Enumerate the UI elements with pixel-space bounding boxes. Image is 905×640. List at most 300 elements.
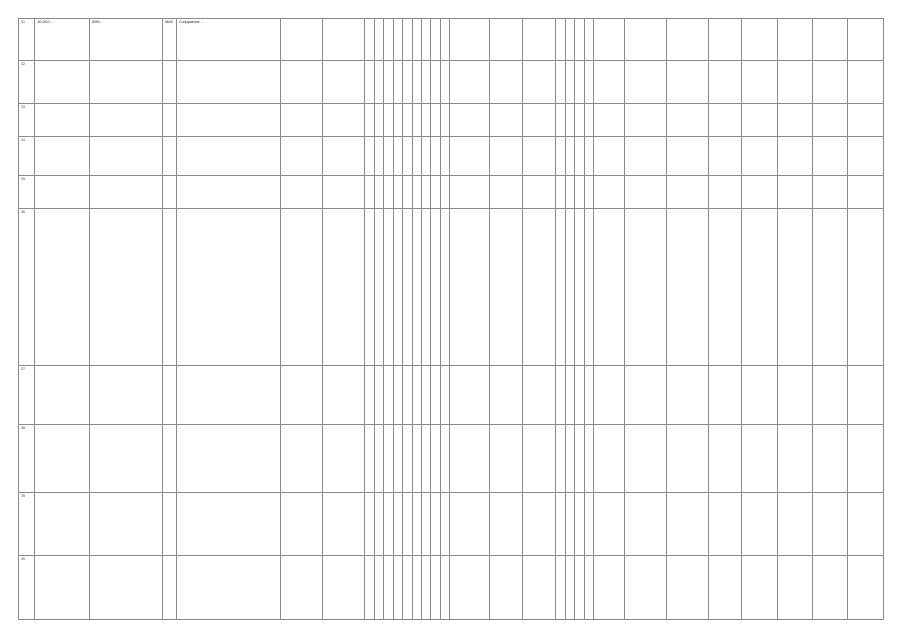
table-cell [421,425,430,493]
table-cell [374,365,383,424]
table-cell: 4643 [162,19,176,61]
table-cell [89,137,162,175]
table-cell [813,209,848,366]
table-cell [575,209,584,366]
table-cell [365,425,374,493]
row-number-cell: 33 [19,103,35,137]
table-cell [323,556,365,620]
table-cell [323,175,365,209]
table-cell [584,61,593,103]
table-cell [280,365,322,424]
table-cell [323,137,365,175]
table-cell [624,175,666,209]
table-cell [450,175,490,209]
table-row [19,19,884,61]
table-cell [162,556,176,620]
table-cell [848,425,884,493]
table-cell [393,425,402,493]
table-cell [709,61,742,103]
table-cell [280,425,322,493]
table-cell [584,425,593,493]
table-cell [523,103,556,137]
table-cell [523,425,556,493]
table-cell [742,61,777,103]
table-cell [374,175,383,209]
table-cell [593,137,624,175]
table-cell [556,175,565,209]
table-cell [35,175,89,209]
table-cell [440,19,449,61]
table-cell [490,61,523,103]
table-cell [412,492,421,555]
table-cell [667,137,709,175]
table-cell [624,61,666,103]
table-cell [490,492,523,555]
table-cell [777,137,812,175]
table-cell [667,425,709,493]
row-number-cell: 32 [19,61,35,103]
table-cell [384,103,393,137]
table-cell [556,365,565,424]
table-cell [709,19,742,61]
table-cell [431,556,440,620]
table-cell [490,425,523,493]
table-cell [384,556,393,620]
table-cell [593,492,624,555]
table-cell [624,137,666,175]
table-cell [393,19,402,61]
table-cell [667,61,709,103]
table-cell [777,365,812,424]
table-cell [565,61,574,103]
table-cell [393,556,402,620]
table-cell [584,365,593,424]
table-cell [584,556,593,620]
table-row [19,137,884,175]
table-cell [565,365,574,424]
table-cell [421,209,430,366]
table-cell [384,425,393,493]
table-cell [440,61,449,103]
table-row [19,61,884,103]
table-cell: 40:26:0... [35,19,89,61]
table-cell [365,19,374,61]
table-cell [624,425,666,493]
table-cell [374,556,383,620]
table-cell [450,425,490,493]
table-cell [431,19,440,61]
table-cell [523,209,556,366]
table-cell [450,61,490,103]
table-cell [667,175,709,209]
table-cell [365,492,374,555]
table-cell [384,492,393,555]
table-cell [412,425,421,493]
table-cell [176,425,280,493]
table-cell [431,61,440,103]
table-cell [393,492,402,555]
table-cell [323,425,365,493]
table-cell [384,175,393,209]
table-cell [848,61,884,103]
table-cell [384,61,393,103]
table-cell [403,103,412,137]
table-cell [624,209,666,366]
table-cell [584,137,593,175]
table-cell [162,209,176,366]
table-cell [176,365,280,424]
table-cell [440,425,449,493]
table-cell [565,556,574,620]
table-cell [709,365,742,424]
table-cell [280,556,322,620]
table-cell [813,425,848,493]
table-cell [393,365,402,424]
table-cell [412,103,421,137]
table-cell [584,19,593,61]
table-cell [742,492,777,555]
table-cell [593,103,624,137]
table-cell [565,19,574,61]
table-cell [777,175,812,209]
table-cell [490,103,523,137]
table-cell [556,492,565,555]
table-cell [421,556,430,620]
table-cell [176,137,280,175]
table-cell [813,175,848,209]
document-page [18,18,884,620]
table-cell [556,103,565,137]
table-cell [667,492,709,555]
table-cell [848,492,884,555]
table-cell [575,556,584,620]
table-cell [575,425,584,493]
table-cell [35,61,89,103]
table-cell [89,61,162,103]
table-cell [162,425,176,493]
table-cell [440,556,449,620]
table-cell [403,425,412,493]
table-cell [565,175,574,209]
table-cell [89,492,162,555]
table-cell [374,137,383,175]
table-cell [403,19,412,61]
table-cell [412,209,421,366]
table-cell [490,19,523,61]
table-cell [393,61,402,103]
table-cell [374,492,383,555]
table-cell [490,175,523,209]
table-cell [431,137,440,175]
table-cell [35,365,89,424]
table-cell [667,556,709,620]
table-cell [35,492,89,555]
table-cell [813,103,848,137]
table-cell [777,209,812,366]
table-cell [280,175,322,209]
table-cell [565,492,574,555]
table-cell [777,492,812,555]
table-cell [176,103,280,137]
row-number-cell: 35 [19,175,35,209]
table-cell [421,175,430,209]
table-cell [777,61,812,103]
table-cell [490,209,523,366]
table-cell [403,365,412,424]
table-cell [742,19,777,61]
table-cell [403,175,412,209]
table-cell [777,19,812,61]
table-cell [556,425,565,493]
table-cell [523,492,556,555]
table-row [19,365,884,424]
table-cell [709,103,742,137]
table-cell [421,365,430,424]
table-cell [384,137,393,175]
table-cell [556,61,565,103]
table-cell [709,492,742,555]
table-cell [813,61,848,103]
table-cell [667,365,709,424]
table-cell [565,137,574,175]
table-cell [374,209,383,366]
table-cell [280,61,322,103]
table-cell [280,103,322,137]
table-cell [848,137,884,175]
table-cell [624,365,666,424]
table-cell [431,209,440,366]
table-cell [421,137,430,175]
table-cell [813,137,848,175]
table-cell [848,556,884,620]
table-cell [565,103,574,137]
row-number-cell: 38 [19,425,35,493]
table-cell [523,365,556,424]
table-cell [403,137,412,175]
table-cell [412,61,421,103]
table-cell [89,103,162,137]
table-cell [412,137,421,175]
table-cell [365,103,374,137]
table-cell [813,492,848,555]
table-cell [412,556,421,620]
table-cell [35,209,89,366]
table-cell [848,365,884,424]
table-cell [393,175,402,209]
table-cell [742,103,777,137]
table-cell [575,365,584,424]
table-cell [421,19,430,61]
table-cell [403,209,412,366]
table-row [19,175,884,209]
table-cell [450,19,490,61]
table-cell [431,103,440,137]
table-cell [584,492,593,555]
table-cell [848,209,884,366]
table-cell [667,103,709,137]
table-cell [365,175,374,209]
table-cell [848,175,884,209]
table-cell [575,103,584,137]
table-cell [575,19,584,61]
table-cell [848,103,884,137]
table-cell [848,19,884,61]
table-cell [742,425,777,493]
row-number-cell: 36 [19,209,35,366]
table-cell [431,492,440,555]
table-cell [565,209,574,366]
table-cell [709,137,742,175]
table-cell [403,492,412,555]
table-cell [440,365,449,424]
table-cell [813,19,848,61]
table-cell [440,175,449,209]
table-cell [323,19,365,61]
table-cell [624,19,666,61]
table-cell [593,19,624,61]
table-cell [374,61,383,103]
table-cell [523,556,556,620]
table-cell [556,556,565,620]
table-cell [323,61,365,103]
table-cell [624,492,666,555]
table-cell [709,425,742,493]
table-cell [374,19,383,61]
table-cell [365,61,374,103]
table-cell [556,137,565,175]
table-cell [450,365,490,424]
table-cell [565,425,574,493]
table-cell [431,175,440,209]
table-cell [162,137,176,175]
row-number-cell: 34 [19,137,35,175]
table-cell [176,61,280,103]
table-cell: Сооружение ... [176,19,280,61]
table-cell [777,556,812,620]
table-cell [176,209,280,366]
table-cell [89,365,162,424]
table-cell [35,103,89,137]
table-cell [323,492,365,555]
table-cell [624,103,666,137]
table-cell [575,175,584,209]
table-cell [35,556,89,620]
table-cell [365,365,374,424]
table-cell [412,175,421,209]
table-cell [365,137,374,175]
table-cell [421,61,430,103]
table-cell [280,209,322,366]
row-number-cell: 39 [19,492,35,555]
table-cell [777,425,812,493]
table-cell [593,175,624,209]
table-row [19,556,884,620]
table-cell [440,492,449,555]
table-cell [431,425,440,493]
table-cell [280,137,322,175]
table-cell [365,209,374,366]
table-cell [323,365,365,424]
table-cell [421,103,430,137]
table-cell [393,137,402,175]
table-cell [280,492,322,555]
table-cell: 0990... [89,19,162,61]
table-cell [89,209,162,366]
table-cell [440,137,449,175]
table-cell [89,425,162,493]
table-cell [176,175,280,209]
table-row [19,492,884,555]
table-cell [162,61,176,103]
table-cell [523,61,556,103]
table-cell [176,556,280,620]
table-cell [365,556,374,620]
table-cell [450,209,490,366]
table-cell [667,19,709,61]
table-cell [89,175,162,209]
row-number-cell: 40 [19,556,35,620]
table-cell [593,209,624,366]
table-cell [709,175,742,209]
table-cell [523,175,556,209]
table-cell [523,19,556,61]
table-cell [624,556,666,620]
table-cell [593,61,624,103]
table-cell [412,19,421,61]
table-cell [162,103,176,137]
table-cell [412,365,421,424]
table-cell [89,556,162,620]
table-cell [162,492,176,555]
table-cell [440,103,449,137]
table-cell [813,365,848,424]
table-cell [490,137,523,175]
table-cell [575,492,584,555]
row-number-cell: 37 [19,365,35,424]
table-cell [384,209,393,366]
table-cell [584,175,593,209]
registry-table [18,18,884,620]
table-cell [584,103,593,137]
table-cell [162,365,176,424]
table-row [19,209,884,366]
table-cell [403,556,412,620]
table-cell [556,209,565,366]
table-cell [374,103,383,137]
table-row [19,103,884,137]
table-cell [393,209,402,366]
table-cell [280,19,322,61]
table-cell [593,556,624,620]
table-cell [742,365,777,424]
table-cell [490,556,523,620]
table-cell [742,209,777,366]
table-cell [709,209,742,366]
table-cell [421,492,430,555]
row-number-cell: 31 [19,19,35,61]
table-cell [35,137,89,175]
table-cell [176,492,280,555]
table-cell [813,556,848,620]
table-cell [450,103,490,137]
table-cell [440,209,449,366]
table-cell [742,137,777,175]
table-cell [393,103,402,137]
table-cell [450,556,490,620]
table-cell [523,137,556,175]
table-cell [490,365,523,424]
table-cell [384,365,393,424]
